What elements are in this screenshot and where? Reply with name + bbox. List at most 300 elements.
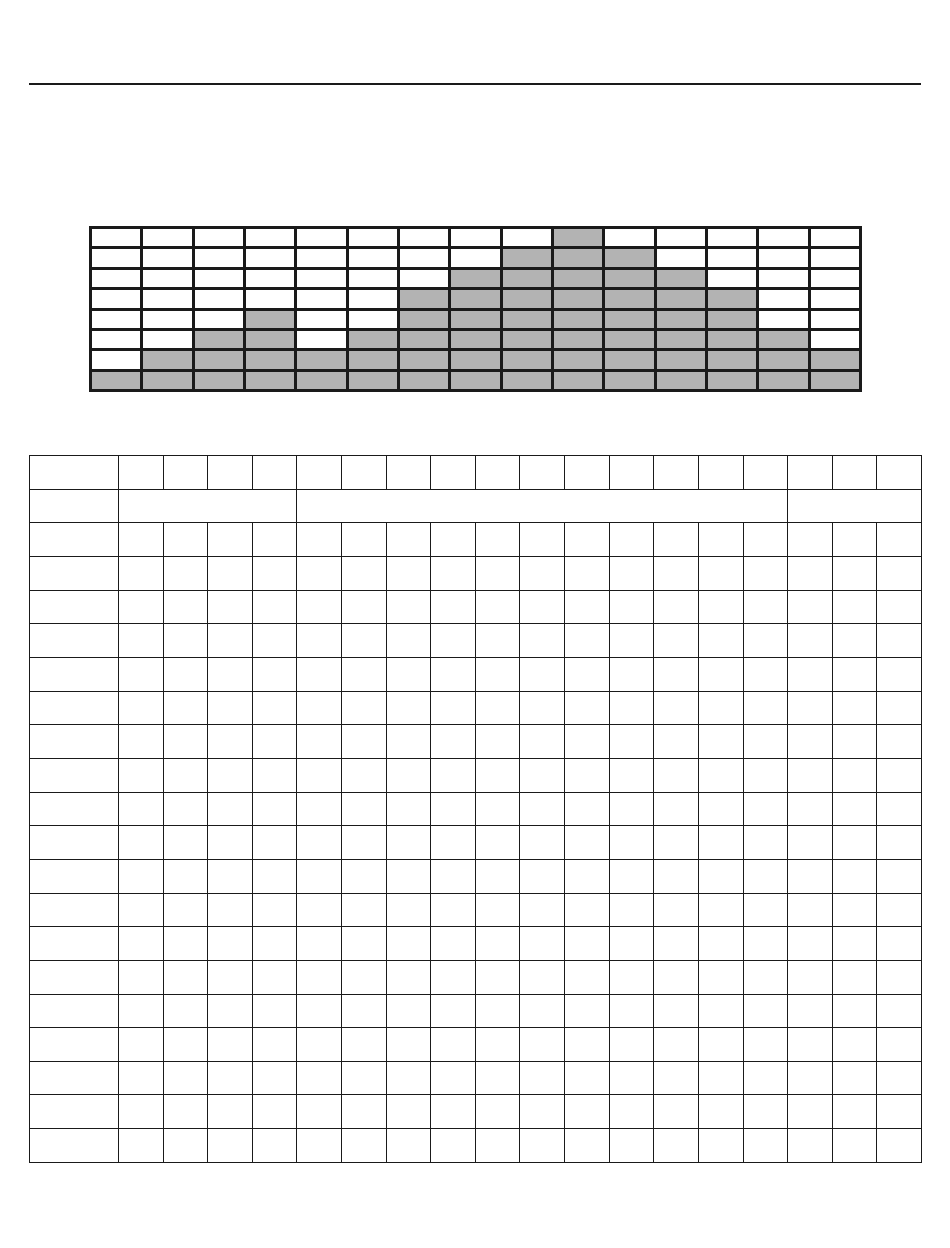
table-cell[interactable]: [475, 691, 520, 725]
table-cell[interactable]: [565, 994, 610, 1028]
table-cell[interactable]: [788, 725, 833, 759]
table-cell[interactable]: [297, 994, 342, 1028]
table-cell[interactable]: [163, 657, 208, 691]
table-cell[interactable]: [208, 556, 253, 590]
table-cell[interactable]: [877, 960, 922, 994]
table-cell[interactable]: [609, 994, 654, 1028]
table-cell[interactable]: [654, 826, 699, 860]
table-cell[interactable]: [386, 725, 431, 759]
table-cell[interactable]: [342, 758, 387, 792]
table-cell[interactable]: [163, 893, 208, 927]
table-cell[interactable]: [163, 691, 208, 725]
table-cell[interactable]: [342, 590, 387, 624]
table-cell[interactable]: [475, 792, 520, 826]
table-cell[interactable]: [832, 523, 877, 557]
table-cell[interactable]: [208, 1095, 253, 1129]
table-cell[interactable]: [30, 1129, 119, 1163]
table-cell[interactable]: [119, 523, 164, 557]
table-cell[interactable]: [342, 556, 387, 590]
table-cell[interactable]: [386, 859, 431, 893]
table-cell[interactable]: [609, 893, 654, 927]
table-cell[interactable]: [832, 1095, 877, 1129]
table-cell[interactable]: [252, 960, 297, 994]
table-cell[interactable]: [386, 927, 431, 961]
table-cell[interactable]: [565, 859, 610, 893]
table-cell[interactable]: [30, 994, 119, 1028]
table-cell[interactable]: [698, 994, 743, 1028]
table-cell[interactable]: [119, 456, 164, 490]
table-cell[interactable]: [208, 927, 253, 961]
table-cell[interactable]: [431, 725, 476, 759]
table-cell[interactable]: [609, 1061, 654, 1095]
table-cell[interactable]: [475, 826, 520, 860]
table-cell[interactable]: [609, 691, 654, 725]
table-cell[interactable]: [877, 456, 922, 490]
table-cell[interactable]: [565, 1095, 610, 1129]
table-cell[interactable]: [297, 1095, 342, 1129]
table-cell[interactable]: [743, 1095, 788, 1129]
table-cell[interactable]: [743, 859, 788, 893]
table-cell[interactable]: [565, 556, 610, 590]
table-cell[interactable]: [877, 994, 922, 1028]
table-cell[interactable]: [30, 657, 119, 691]
table-cell[interactable]: [520, 1129, 565, 1163]
table-cell[interactable]: [297, 1028, 342, 1062]
table-cell[interactable]: [208, 691, 253, 725]
table-cell[interactable]: [119, 893, 164, 927]
table-cell[interactable]: [30, 590, 119, 624]
table-cell[interactable]: [342, 1095, 387, 1129]
table-cell[interactable]: [342, 859, 387, 893]
table-cell[interactable]: [30, 556, 119, 590]
table-cell[interactable]: [654, 927, 699, 961]
table-cell[interactable]: [565, 960, 610, 994]
table-cell[interactable]: [743, 556, 788, 590]
table-cell[interactable]: [788, 1061, 833, 1095]
table-cell[interactable]: [565, 927, 610, 961]
table-cell[interactable]: [654, 1028, 699, 1062]
table-cell[interactable]: [698, 456, 743, 490]
table-cell[interactable]: [877, 758, 922, 792]
table-cell[interactable]: [386, 590, 431, 624]
table-cell[interactable]: [431, 792, 476, 826]
table-cell[interactable]: [297, 590, 342, 624]
table-cell[interactable]: [743, 624, 788, 658]
table-cell[interactable]: [119, 1028, 164, 1062]
table-cell[interactable]: [342, 624, 387, 658]
table-cell[interactable]: [520, 624, 565, 658]
table-cell[interactable]: [788, 624, 833, 658]
table-cell[interactable]: [698, 590, 743, 624]
table-cell[interactable]: [163, 792, 208, 826]
table-cell[interactable]: [698, 1061, 743, 1095]
table-cell[interactable]: [431, 691, 476, 725]
table-cell[interactable]: [119, 556, 164, 590]
table-cell[interactable]: [30, 523, 119, 557]
table-cell[interactable]: [30, 489, 119, 523]
table-cell[interactable]: [431, 1129, 476, 1163]
table-cell[interactable]: [877, 523, 922, 557]
table-cell[interactable]: [297, 725, 342, 759]
table-cell[interactable]: [297, 1061, 342, 1095]
table-cell[interactable]: [386, 691, 431, 725]
table-cell[interactable]: [297, 792, 342, 826]
table-cell[interactable]: [431, 1061, 476, 1095]
table-cell[interactable]: [386, 1028, 431, 1062]
table-cell[interactable]: [832, 590, 877, 624]
table-cell[interactable]: [832, 960, 877, 994]
table-cell[interactable]: [386, 994, 431, 1028]
table-cell[interactable]: [565, 826, 610, 860]
table-cell[interactable]: [252, 590, 297, 624]
table-cell[interactable]: [475, 523, 520, 557]
table-cell[interactable]: [565, 456, 610, 490]
table-cell[interactable]: [252, 859, 297, 893]
table-cell[interactable]: [743, 1061, 788, 1095]
table-cell[interactable]: [654, 1129, 699, 1163]
table-cell[interactable]: [654, 691, 699, 725]
table-cell[interactable]: [252, 792, 297, 826]
table-cell[interactable]: [297, 556, 342, 590]
table-cell[interactable]: [163, 1095, 208, 1129]
table-cell[interactable]: [342, 657, 387, 691]
table-cell[interactable]: [297, 1129, 342, 1163]
table-cell[interactable]: [386, 1095, 431, 1129]
table-cell[interactable]: [788, 826, 833, 860]
table-cell[interactable]: [832, 927, 877, 961]
table-cell[interactable]: [342, 960, 387, 994]
table-cell[interactable]: [30, 893, 119, 927]
table-cell[interactable]: [609, 859, 654, 893]
table-cell[interactable]: [386, 792, 431, 826]
table-cell[interactable]: [565, 691, 610, 725]
table-cell[interactable]: [30, 792, 119, 826]
table-cell[interactable]: [431, 859, 476, 893]
table-cell[interactable]: [788, 489, 922, 523]
table-cell[interactable]: [119, 489, 297, 523]
table-cell[interactable]: [30, 859, 119, 893]
table-cell[interactable]: [565, 758, 610, 792]
table-cell[interactable]: [163, 758, 208, 792]
table-cell[interactable]: [654, 657, 699, 691]
table-cell[interactable]: [163, 624, 208, 658]
table-cell[interactable]: [208, 590, 253, 624]
table-cell[interactable]: [565, 1028, 610, 1062]
table-cell[interactable]: [520, 657, 565, 691]
table-cell[interactable]: [743, 590, 788, 624]
table-cell[interactable]: [788, 859, 833, 893]
table-cell[interactable]: [475, 1095, 520, 1129]
table-cell[interactable]: [698, 624, 743, 658]
table-cell[interactable]: [520, 994, 565, 1028]
table-cell[interactable]: [252, 556, 297, 590]
table-cell[interactable]: [431, 960, 476, 994]
table-cell[interactable]: [698, 556, 743, 590]
table-cell[interactable]: [30, 456, 119, 490]
table-cell[interactable]: [877, 859, 922, 893]
table-cell[interactable]: [520, 1095, 565, 1129]
table-cell[interactable]: [208, 859, 253, 893]
table-cell[interactable]: [475, 657, 520, 691]
table-cell[interactable]: [698, 1129, 743, 1163]
table-cell[interactable]: [208, 792, 253, 826]
table-cell[interactable]: [431, 624, 476, 658]
table-cell[interactable]: [342, 1061, 387, 1095]
table-cell[interactable]: [163, 456, 208, 490]
table-cell[interactable]: [119, 725, 164, 759]
table-cell[interactable]: [743, 523, 788, 557]
table-cell[interactable]: [431, 456, 476, 490]
table-cell[interactable]: [788, 927, 833, 961]
table-cell[interactable]: [386, 758, 431, 792]
table-cell[interactable]: [431, 826, 476, 860]
table-cell[interactable]: [520, 1028, 565, 1062]
table-cell[interactable]: [252, 1095, 297, 1129]
table-cell[interactable]: [30, 1095, 119, 1129]
table-cell[interactable]: [698, 725, 743, 759]
table-cell[interactable]: [208, 893, 253, 927]
table-cell[interactable]: [609, 792, 654, 826]
table-cell[interactable]: [475, 893, 520, 927]
table-cell[interactable]: [520, 456, 565, 490]
table-cell[interactable]: [520, 1061, 565, 1095]
table-cell[interactable]: [475, 1028, 520, 1062]
table-cell[interactable]: [208, 960, 253, 994]
table-cell[interactable]: [475, 556, 520, 590]
table-cell[interactable]: [654, 994, 699, 1028]
table-cell[interactable]: [386, 523, 431, 557]
table-cell[interactable]: [119, 792, 164, 826]
table-cell[interactable]: [788, 691, 833, 725]
table-cell[interactable]: [788, 523, 833, 557]
table-cell[interactable]: [698, 657, 743, 691]
table-cell[interactable]: [788, 456, 833, 490]
table-cell[interactable]: [431, 893, 476, 927]
table-cell[interactable]: [386, 893, 431, 927]
table-cell[interactable]: [252, 994, 297, 1028]
table-cell[interactable]: [743, 657, 788, 691]
table-cell[interactable]: [877, 1129, 922, 1163]
table-cell[interactable]: [431, 657, 476, 691]
table-cell[interactable]: [743, 960, 788, 994]
table-cell[interactable]: [163, 927, 208, 961]
table-cell[interactable]: [119, 624, 164, 658]
table-cell[interactable]: [342, 725, 387, 759]
table-cell[interactable]: [654, 893, 699, 927]
table-cell[interactable]: [208, 758, 253, 792]
table-cell[interactable]: [698, 859, 743, 893]
table-cell[interactable]: [297, 927, 342, 961]
table-cell[interactable]: [654, 1061, 699, 1095]
table-cell[interactable]: [163, 556, 208, 590]
table-cell[interactable]: [30, 725, 119, 759]
table-cell[interactable]: [654, 758, 699, 792]
table-cell[interactable]: [119, 927, 164, 961]
table-cell[interactable]: [565, 792, 610, 826]
table-cell[interactable]: [431, 590, 476, 624]
table-cell[interactable]: [609, 725, 654, 759]
table-cell[interactable]: [30, 960, 119, 994]
table-cell[interactable]: [520, 523, 565, 557]
table-cell[interactable]: [743, 725, 788, 759]
table-cell[interactable]: [832, 893, 877, 927]
table-cell[interactable]: [832, 456, 877, 490]
table-cell[interactable]: [877, 1095, 922, 1129]
table-cell[interactable]: [698, 1028, 743, 1062]
table-cell[interactable]: [386, 657, 431, 691]
table-cell[interactable]: [119, 859, 164, 893]
table-cell[interactable]: [609, 556, 654, 590]
table-cell[interactable]: [30, 927, 119, 961]
table-cell[interactable]: [832, 792, 877, 826]
table-cell[interactable]: [698, 893, 743, 927]
table-cell[interactable]: [252, 1129, 297, 1163]
table-cell[interactable]: [297, 960, 342, 994]
table-cell[interactable]: [342, 826, 387, 860]
table-cell[interactable]: [609, 960, 654, 994]
table-cell[interactable]: [609, 826, 654, 860]
table-cell[interactable]: [788, 657, 833, 691]
table-cell[interactable]: [342, 994, 387, 1028]
table-cell[interactable]: [475, 994, 520, 1028]
table-cell[interactable]: [163, 523, 208, 557]
table-cell[interactable]: [832, 1129, 877, 1163]
table-cell[interactable]: [654, 590, 699, 624]
table-cell[interactable]: [877, 927, 922, 961]
table-cell[interactable]: [788, 960, 833, 994]
table-cell[interactable]: [208, 826, 253, 860]
table-cell[interactable]: [119, 590, 164, 624]
table-cell[interactable]: [565, 624, 610, 658]
table-cell[interactable]: [877, 691, 922, 725]
table-cell[interactable]: [431, 927, 476, 961]
table-cell[interactable]: [788, 1129, 833, 1163]
table-cell[interactable]: [654, 792, 699, 826]
table-cell[interactable]: [431, 758, 476, 792]
table-cell[interactable]: [386, 826, 431, 860]
table-cell[interactable]: [832, 1028, 877, 1062]
table-cell[interactable]: [832, 725, 877, 759]
table-cell[interactable]: [208, 1028, 253, 1062]
table-cell[interactable]: [252, 456, 297, 490]
table-cell[interactable]: [252, 523, 297, 557]
table-cell[interactable]: [342, 893, 387, 927]
table-cell[interactable]: [431, 1095, 476, 1129]
table-cell[interactable]: [565, 1129, 610, 1163]
table-cell[interactable]: [475, 859, 520, 893]
table-cell[interactable]: [877, 893, 922, 927]
table-cell[interactable]: [609, 1028, 654, 1062]
table-cell[interactable]: [520, 590, 565, 624]
table-cell[interactable]: [119, 758, 164, 792]
table-cell[interactable]: [609, 456, 654, 490]
table-cell[interactable]: [832, 994, 877, 1028]
table-cell[interactable]: [119, 1061, 164, 1095]
table-cell[interactable]: [788, 893, 833, 927]
table-cell[interactable]: [475, 960, 520, 994]
table-cell[interactable]: [698, 691, 743, 725]
table-cell[interactable]: [743, 691, 788, 725]
table-cell[interactable]: [208, 1061, 253, 1095]
table-cell[interactable]: [30, 1061, 119, 1095]
table-cell[interactable]: [342, 523, 387, 557]
table-cell[interactable]: [119, 1095, 164, 1129]
table-cell[interactable]: [520, 792, 565, 826]
table-cell[interactable]: [877, 725, 922, 759]
table-cell[interactable]: [832, 624, 877, 658]
table-cell[interactable]: [877, 590, 922, 624]
table-cell[interactable]: [297, 523, 342, 557]
table-cell[interactable]: [654, 523, 699, 557]
table-cell[interactable]: [698, 927, 743, 961]
table-cell[interactable]: [743, 994, 788, 1028]
table-cell[interactable]: [877, 556, 922, 590]
table-cell[interactable]: [342, 927, 387, 961]
table-cell[interactable]: [788, 792, 833, 826]
table-cell[interactable]: [431, 556, 476, 590]
table-cell[interactable]: [208, 624, 253, 658]
table-cell[interactable]: [475, 725, 520, 759]
table-cell[interactable]: [119, 657, 164, 691]
table-cell[interactable]: [832, 758, 877, 792]
table-cell[interactable]: [832, 657, 877, 691]
table-cell[interactable]: [30, 691, 119, 725]
table-cell[interactable]: [698, 523, 743, 557]
table-cell[interactable]: [252, 758, 297, 792]
table-cell[interactable]: [832, 691, 877, 725]
table-cell[interactable]: [297, 826, 342, 860]
table-cell[interactable]: [788, 590, 833, 624]
table-cell[interactable]: [788, 758, 833, 792]
table-cell[interactable]: [208, 523, 253, 557]
table-cell[interactable]: [163, 590, 208, 624]
table-cell[interactable]: [297, 489, 788, 523]
table-cell[interactable]: [788, 1028, 833, 1062]
table-cell[interactable]: [520, 859, 565, 893]
table-cell[interactable]: [520, 927, 565, 961]
table-cell[interactable]: [520, 556, 565, 590]
table-cell[interactable]: [163, 1028, 208, 1062]
table-cell[interactable]: [163, 1129, 208, 1163]
table-cell[interactable]: [119, 691, 164, 725]
table-cell[interactable]: [654, 725, 699, 759]
table-cell[interactable]: [297, 691, 342, 725]
table-cell[interactable]: [475, 624, 520, 658]
table-cell[interactable]: [30, 826, 119, 860]
table-cell[interactable]: [119, 994, 164, 1028]
table-cell[interactable]: [654, 556, 699, 590]
table-cell[interactable]: [208, 456, 253, 490]
table-cell[interactable]: [698, 758, 743, 792]
table-cell[interactable]: [163, 826, 208, 860]
table-cell[interactable]: [520, 960, 565, 994]
table-cell[interactable]: [743, 1129, 788, 1163]
table-cell[interactable]: [431, 1028, 476, 1062]
table-cell[interactable]: [297, 758, 342, 792]
table-cell[interactable]: [163, 994, 208, 1028]
table-cell[interactable]: [743, 758, 788, 792]
table-cell[interactable]: [832, 859, 877, 893]
table-cell[interactable]: [698, 792, 743, 826]
table-cell[interactable]: [475, 1061, 520, 1095]
table-cell[interactable]: [475, 590, 520, 624]
table-cell[interactable]: [609, 657, 654, 691]
table-cell[interactable]: [119, 1129, 164, 1163]
table-cell[interactable]: [832, 826, 877, 860]
table-cell[interactable]: [877, 1028, 922, 1062]
table-cell[interactable]: [208, 657, 253, 691]
table-cell[interactable]: [832, 1061, 877, 1095]
